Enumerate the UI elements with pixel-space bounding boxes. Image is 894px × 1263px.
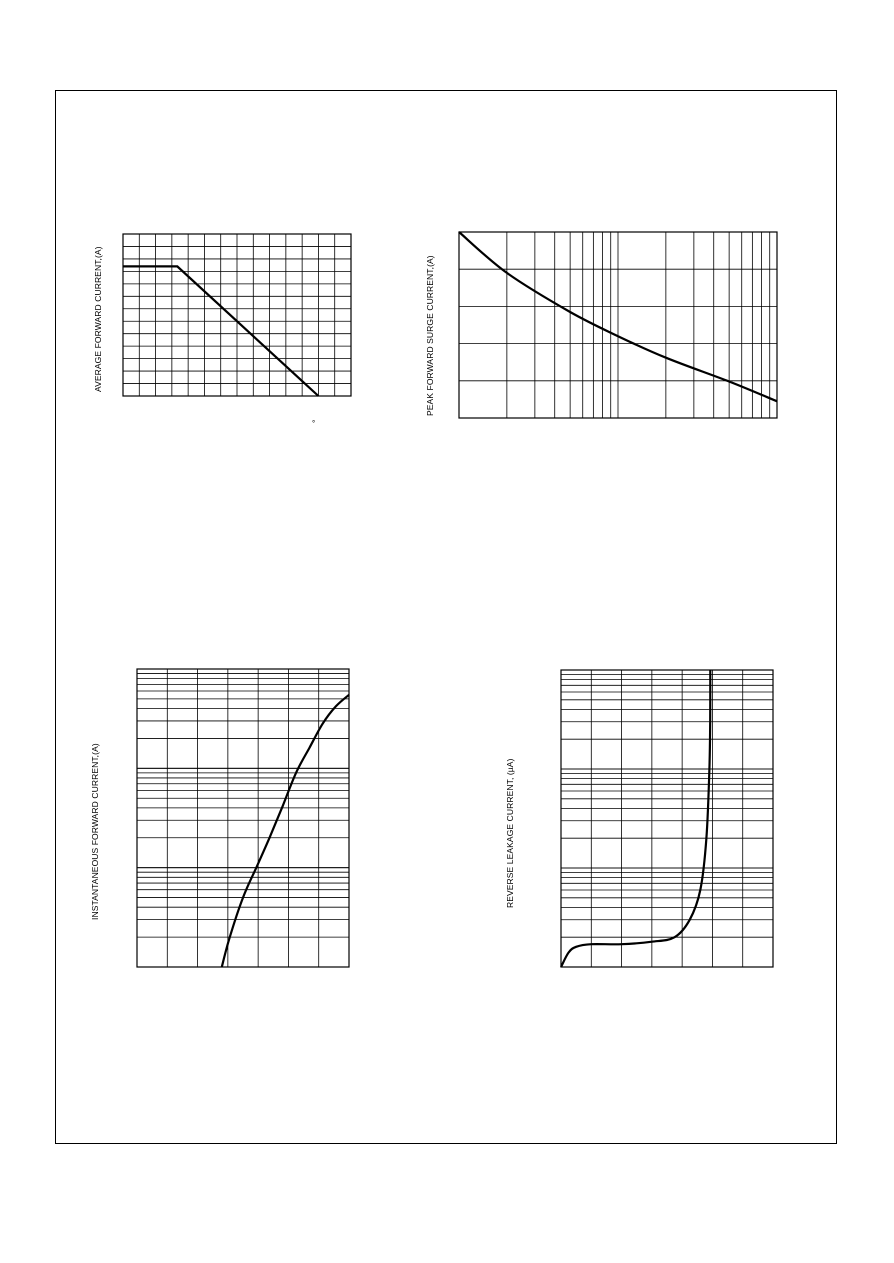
chart-1-annotation: ° bbox=[312, 419, 316, 428]
chart-4-grid bbox=[561, 670, 773, 967]
chart-2-ylabel: PEAK FORWARD SURGE CURRENT,(A) bbox=[425, 255, 435, 416]
chart-1-ylabel: AVERAGE FORWARD CURRENT,(A) bbox=[93, 246, 103, 392]
chart-4-ylabel: REVERSE LEAKAGE CURRENT, (µA) bbox=[505, 758, 515, 908]
chart-3-ylabel: INSTANTANEOUS FORWARD CURRENT,(A) bbox=[90, 743, 100, 920]
chart-4-plot-frame bbox=[561, 670, 773, 967]
chart-4-series-0-line bbox=[561, 670, 710, 967]
